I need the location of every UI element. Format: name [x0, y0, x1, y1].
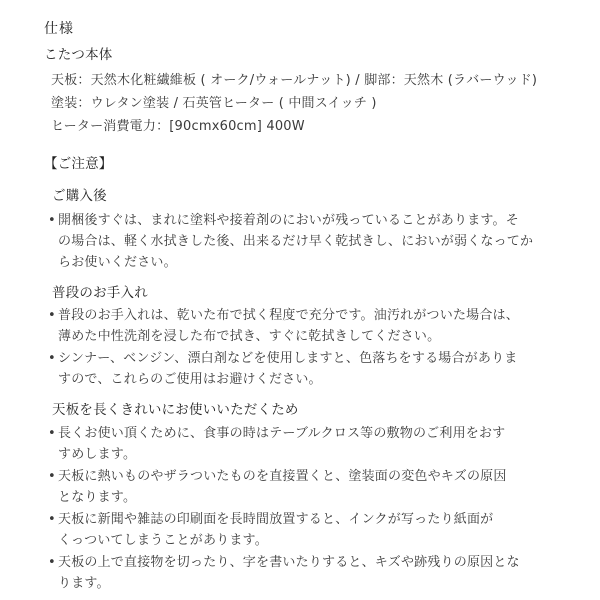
- bullet-mark: •: [48, 469, 56, 484]
- bullet-line: ります。: [58, 576, 110, 591]
- spec-line: 天板：天然木化粧繊維板 ( オーク/ウォールナット) / 脚部：天然木 (ラバーウッド): [51, 73, 538, 88]
- bullet-line: シンナー、ベンジン、漂白剤などを使用しますと、色落ちをする場合がありま: [58, 351, 518, 366]
- bullet-line: 天板に熱いものやザラついたものを直接置くと、塗装面の変色やキズの原因: [58, 469, 507, 484]
- bullet-line: 長くお使い頂くために、食事の時はテーブルクロス等の敷物のご利用をおす: [58, 426, 506, 441]
- bullet-line: となります。: [58, 490, 137, 505]
- bullet-mark: •: [48, 351, 56, 366]
- bullet-mark: •: [48, 213, 56, 228]
- bullet-mark: •: [48, 426, 56, 441]
- bullet-line: 開梱後すぐは、まれに塗料や接着剤のにおいが残っていることがあります。そ: [58, 213, 519, 228]
- section-title: 天板を長くきれいにお使いいただくため: [52, 402, 299, 418]
- bullet-line: の場合は、軽く水拭きした後、出来るだけ早く乾拭きし、においが弱くなってか: [58, 234, 534, 249]
- bullet-mark: •: [48, 555, 56, 570]
- spec-title: 仕様: [44, 21, 74, 37]
- bullet-line: 普段のお手入れは、乾いた布で拭く程度で充分です。油汚れがついた場合は、: [58, 308, 519, 323]
- bullet-line: 薄めた中性洗剤を浸した布で拭き、すぐに乾拭きしてください。: [58, 329, 441, 344]
- bullet-line: くっついてしまうことがあります。: [58, 533, 268, 548]
- notice-heading: 【ご注意】: [44, 156, 113, 172]
- bullet-line: 天板の上で直接物を切ったり、字を書いたりすると、キズや跡残りの原因とな: [58, 555, 520, 570]
- bullet-line: 天板に新聞や雑誌の印刷面を長時間放置すると、インクが写ったり紙面が: [58, 512, 494, 527]
- bullet-line: らお使いください。: [58, 255, 177, 270]
- spec-line: ヒーター消費電力：[90cmx60cm] 400W: [51, 119, 305, 134]
- bullet-line: すので、これらのご使用はお避けください。: [58, 372, 322, 387]
- bullet-line: すめします。: [58, 447, 137, 462]
- spec-line: 塗装：ウレタン塗装 / 石英管ヒーター ( 中間スイッチ ): [51, 96, 377, 111]
- bullet-mark: •: [48, 512, 56, 527]
- spec-body-heading: こたつ本体: [44, 47, 113, 63]
- section-title: 普段のお手入れ: [52, 285, 148, 301]
- bullet-mark: •: [48, 308, 56, 323]
- section-title: ご購入後: [52, 188, 107, 204]
